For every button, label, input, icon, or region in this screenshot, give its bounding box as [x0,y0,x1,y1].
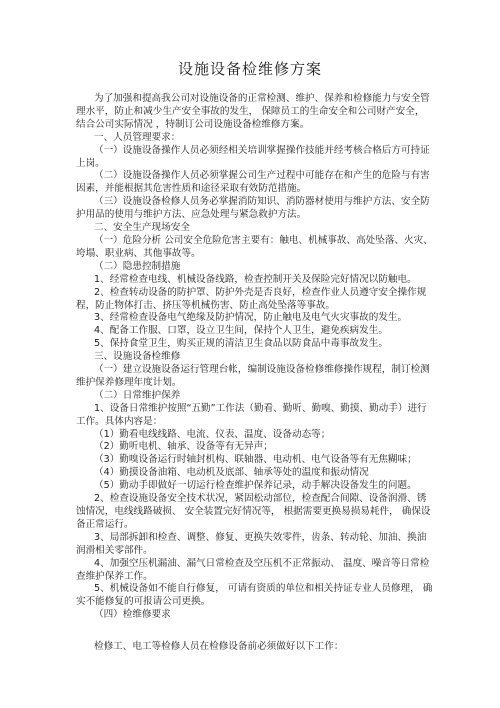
paragraph: 1、经常检查电线、机械设备线路，检查控制开关及保险完好情况以防触电。 [94,273,417,285]
paragraph: 4、配备工作服、口罩，设立卫生间，保持个人卫生，避免疾病发生。 [94,325,388,337]
document-body [76,93,434,654]
paragraph: 5、保持食堂卫生，购买正规的清洁卫生食品以防食品中毒事故发生。 [94,338,388,350]
paragraph: 三、设施设备检维修 [94,351,181,363]
paragraph: （2）勤听电机、轴承、设备等有无异声； [94,441,273,453]
paragraph: 3、局部拆卸和检查、调整、修复、更换失效零件，齿条、转动轮、加油、换油润滑相关零部件。 [76,531,427,556]
paragraph: （5）勤动手即做好一切运行检查维护保养记录，动手解决设备发生的问题。 [94,480,417,492]
paragraph: 检修工、电工等检修人员在检修设备前必须做好以下工作： [94,641,344,653]
paragraph: 3、经常检查设备电气绝缘及防护情况，防止触电及电气火灾事故的发生。 [94,312,408,324]
paragraph: 2、检查转动设备的防护罩、防护外壳是否良好，检查作业人员遵守安全操作规程，防止物体打击、挤压等机械伤害、防止高处坠落等事故。 [76,286,427,311]
paragraph: （3）勤嗅设备运行时轴封机构、联轴器、电动机、电气设备等有无焦糊味； [94,454,417,466]
paragraph: （4）勤摸设备油箱、电动机及底部、轴承等处的温度和振动情况 [94,467,369,479]
paragraph: 为了加强和提高我公司对设施设备的正常检测、维护、保养和检修能力与安全管理水平，防止和减少生产安全事故的发生， 保障员工的生命安全和公司财产安全， 结合公司实际情况 ，特制订公司设施设备检维修方案。 [76,93,430,130]
paragraph: 5、机械设备如不能自行修复， 可请有资质的单位和相关持证专业人员修理， 确实不能修复的可报请公司更换。 [76,583,433,608]
paragraph-spacer [76,622,434,641]
paragraph: （二）设施设备操作人员必须掌握公司生产过程中可能存在和产生的危险与有害因素，并能根据其危害性质和途径采取有效防范措施。 [76,170,430,195]
document-title: 设施设备检维修方案 [177,60,322,78]
paragraph: （二）隐患控制措施 [94,260,181,272]
paragraph: 2、检查设施设备安全技术状况，紧固松动部位，检查配合间隙、设备润滑、锈蚀情况，电线线路破损、 安全装置完好情况等， 根据需要更换易损易耗件， 确保设备正常运行。 [76,493,431,530]
paragraph: （一）设施设备操作人员必须经相关培训掌握操作技能并经考核合格后方可持证上岗。 [76,144,430,169]
paragraph: （一）建立设施设备运行管理台帐，编制设施设备检修维修操作规程，制订检测维护保养修理年度计划。 [76,364,430,388]
paragraph: （三）设施设备检修人员务必掌握消防知识、消防器材使用与维护方法、安全防护用品的使用与维护方法、应急处理与紧急救护方法。 [76,196,430,221]
paragraph: （一）危险分析 公司安全危险危害主要有：触电、机械事故、高处坠落、火灾、垮塌、职业病、其他事故等。 [76,234,433,259]
paragraph: 二、安全生产现场安全 [94,222,190,234]
paragraph: 一、人员管理要求： [94,131,181,143]
paragraph: （四）检维修要求 [94,609,171,621]
paragraph: （二）日常维护保养 [94,389,181,401]
paragraph: 4、加强空压机漏油、漏气日常检查及空压机不正常振动、 温度、噪音等日常检查维护保养工作。 [76,557,430,582]
paragraph: （1）勤看电线线路、电流、仪表、温度、设备动态等； [94,428,331,440]
paragraph: 1、设备日常维护按照“五勤”工作法（勤看、勤听、勤嗅、勤摸、勤动手）进行工作。具体内容是： [76,402,427,427]
